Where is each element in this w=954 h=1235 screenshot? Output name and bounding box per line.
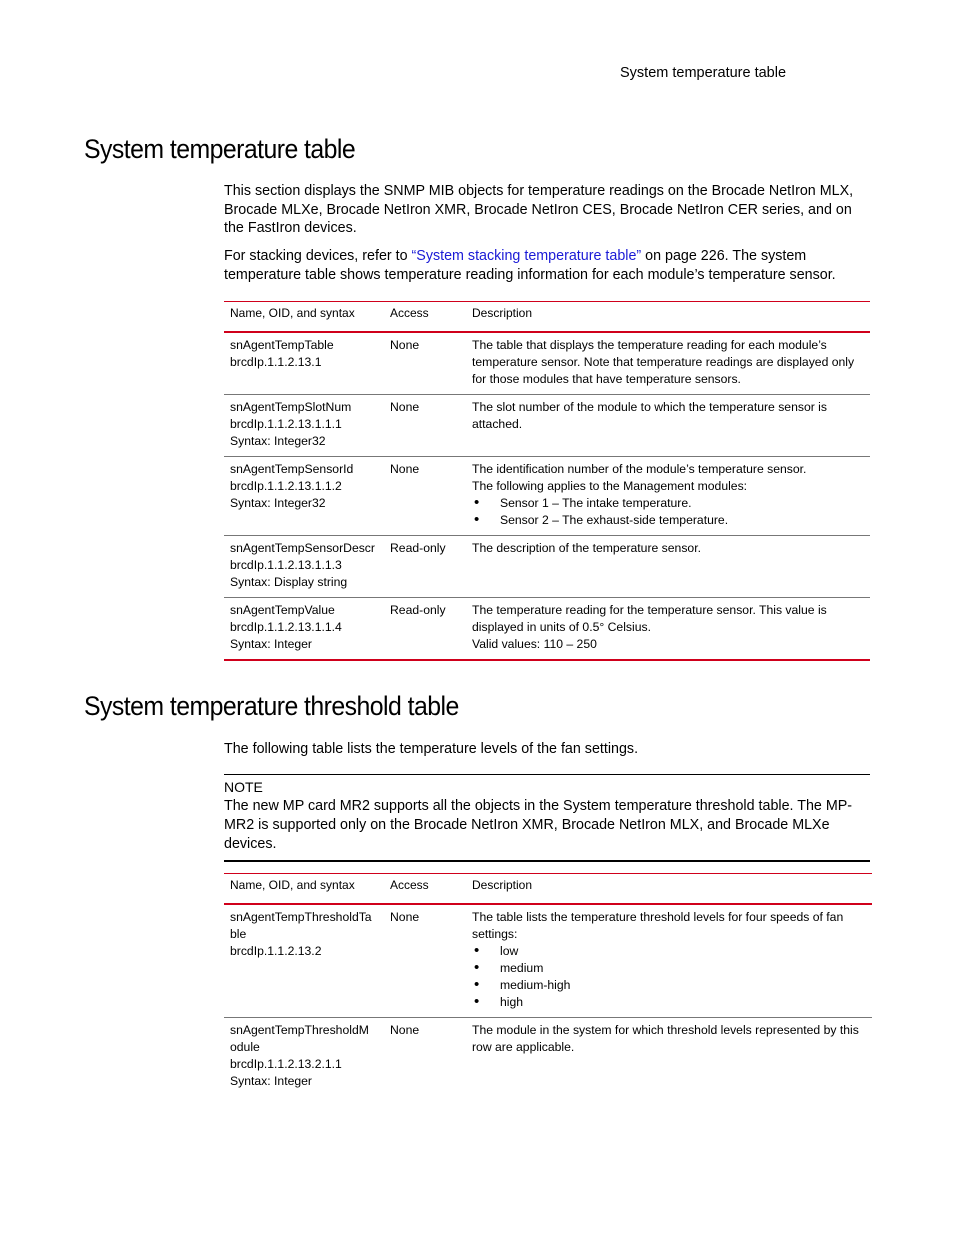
name-line: Syntax: Integer32 (230, 496, 326, 510)
name-line: ble (230, 927, 247, 941)
cell-name-oid-syntax (224, 904, 384, 1018)
stacking-text-before: For stacking devices, refer to (224, 248, 412, 264)
stacking-text-after: on page 226. The system temperature table shows temperature reading information for each module’s temperature sensor. (224, 248, 836, 283)
name-line: brcdIp.1.1.2.13.1 (230, 355, 322, 369)
cell-description (466, 598, 870, 661)
cell-access: None (384, 904, 466, 1018)
running-head: System temperature table (620, 65, 787, 81)
table-row (224, 598, 870, 661)
bullet-item: • Sensor 2 – The exhaust-side temperature. (500, 512, 864, 529)
name-line: brcdIp.1.1.2.13.1.1.2 (230, 479, 342, 493)
cell-description (466, 457, 870, 536)
column-header-name: Name, OID, and syntax (224, 302, 384, 333)
description-line: The module in the system for which threshold levels represented by this row are applicable. (472, 1023, 859, 1054)
note-label: NOTE (224, 779, 263, 795)
table-row (224, 904, 872, 1018)
cell-description (466, 395, 870, 457)
bullet-item: • high (500, 994, 866, 1011)
cell-name-oid-syntax (224, 598, 384, 661)
threshold-mib-table (224, 873, 872, 1096)
bullet-item: • Sensor 1 – The intake temperature. (500, 495, 864, 512)
cell-access: Read-only (384, 598, 466, 661)
cell-name-oid-syntax (224, 332, 384, 395)
name-line: brcdIp.1.1.2.13.2.1.1 (230, 1057, 342, 1071)
cell-description (466, 332, 870, 395)
cell-access: None (384, 395, 466, 457)
name-line: Syntax: Integer32 (230, 434, 326, 448)
cell-access: None (390, 1023, 420, 1037)
bullet-item: • medium (500, 960, 866, 977)
name-line: brcdIp.1.1.2.13.1.1.4 (230, 620, 342, 634)
section-title-threshold-table: System temperature threshold table (84, 691, 459, 721)
name-line: snAgentTempSensorId (230, 462, 354, 476)
name-line: Syntax: Display string (230, 575, 348, 589)
cell-access: None (384, 457, 466, 536)
description-line: The table lists the temperature threshold levels for four speeds of fan settings: (472, 910, 844, 941)
column-header-access: Access (384, 874, 466, 905)
cell-access: None (384, 332, 466, 395)
cell-access: Read-only (384, 536, 466, 598)
column-header-access: Access (384, 302, 466, 333)
cell-name-oid-syntax (224, 536, 384, 598)
description-line: Valid values: 110 – 250 (472, 637, 597, 651)
note-box (224, 774, 870, 862)
note-text: The new MP card MR2 supports all the objects in the System temperature threshold table. The MP-MR2 is supported only on the Brocade NetIron XMR, Brocade NetIron MLX, and Brocade MLXe devices. (224, 798, 853, 852)
name-line: brcdIp.1.1.2.13.1.1.3 (230, 558, 342, 572)
section-title-temperature-table: System temperature table (84, 134, 356, 164)
stacking-temperature-table-link[interactable]: “System stacking temperature table” (411, 248, 642, 264)
stacking-paragraph (224, 247, 874, 284)
description-line: The temperature reading for the temperature sensor. This value is displayed in units of 0.5° Celsius. (472, 603, 827, 634)
name-line: snAgentTempTable (230, 338, 334, 352)
table-row (224, 536, 870, 598)
name-line: brcdIp.1.1.2.13.1.1.1 (230, 417, 342, 431)
cell-name-oid-syntax (224, 457, 384, 536)
column-header-description: Description (466, 302, 870, 333)
description-line: The table that displays the temperature reading for each module’s temperature sensor. Note that temperature readings are displayed only for those modules that have temperature sensors. (472, 338, 855, 386)
table-row (224, 332, 870, 395)
bullet-list (472, 943, 866, 1011)
name-line: Syntax: Integer (230, 1074, 312, 1088)
name-line: snAgentTempThresholdTa (230, 910, 372, 924)
description-line: The following applies to the Management modules: (472, 479, 748, 493)
description-line: The identification number of the module’s temperature sensor. (472, 462, 807, 476)
column-header-description: Description (466, 874, 872, 905)
bullet-item: • medium-high (500, 977, 866, 994)
bullet-item: • low (500, 943, 866, 960)
table-row (224, 457, 870, 536)
bullet-list (472, 495, 864, 529)
table-header-row (224, 874, 872, 905)
table-row (224, 1018, 872, 1097)
cell-name-oid-syntax (224, 1018, 384, 1097)
name-line: Syntax: Integer (230, 637, 312, 651)
description-line: The slot number of the module to which the temperature sensor is attached. (472, 400, 827, 431)
column-header-name: Name, OID, and syntax (224, 874, 384, 905)
description-line: The description of the temperature sensor. (472, 541, 701, 555)
name-line: snAgentTempSlotNum (230, 400, 352, 414)
cell-description (466, 904, 872, 1018)
table-row (224, 395, 870, 457)
name-line: brcdIp.1.1.2.13.2 (230, 944, 322, 958)
name-line: odule (230, 1040, 260, 1054)
cell-name-oid-syntax (224, 395, 384, 457)
threshold-intro-paragraph: The following table lists the temperature levels of the fan settings. (224, 741, 639, 757)
temperature-mib-table (224, 301, 870, 661)
name-line: snAgentTempThresholdM (230, 1023, 369, 1037)
table-header-row (224, 302, 870, 333)
cell-description (466, 1018, 872, 1097)
name-line: snAgentTempSensorDescr (230, 541, 375, 555)
intro-paragraph: This section displays the SNMP MIB objects for temperature readings on the Brocade NetIron MLX, Brocade MLXe, Brocade NetIron XMR, Brocade NetIron CES, Brocade NetIron CER series, and on the FastIron devices. (224, 183, 854, 236)
name-line: snAgentTempValue (230, 603, 335, 617)
cell-description (466, 536, 870, 598)
